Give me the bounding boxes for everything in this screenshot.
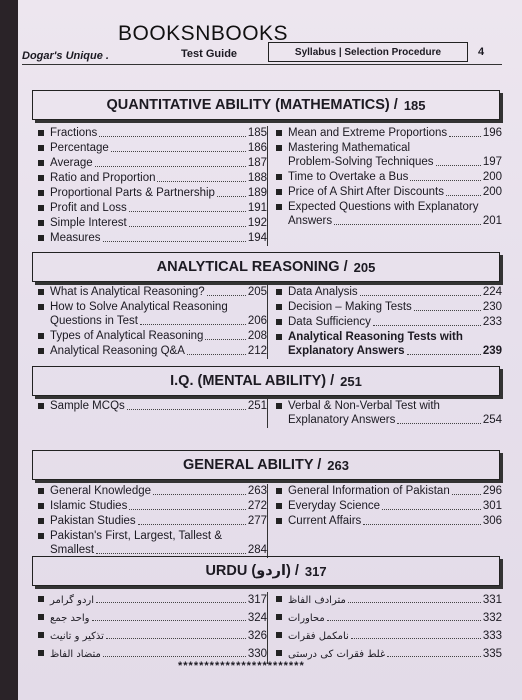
dot-leader	[92, 610, 246, 621]
entry-page: 335	[482, 648, 502, 660]
entry-page: 208	[247, 330, 267, 342]
entry-page: 239	[482, 345, 502, 357]
entry-page: 263	[247, 485, 267, 497]
entry-label: Mean and Extreme Proportions	[288, 127, 448, 139]
section-title: I.Q. (MENTAL ABILITY) /	[170, 373, 335, 389]
entry-page: 189	[247, 187, 267, 199]
bullet-icon	[38, 304, 44, 310]
dot-leader	[111, 141, 246, 152]
bullet-icon	[38, 130, 44, 136]
dot-leader	[436, 155, 481, 166]
entry-label: تذکیر و تانیث	[50, 631, 104, 642]
entry-label: واحد جمع	[50, 613, 90, 624]
entry-label: Analytical Reasoning Tests with	[288, 331, 463, 343]
bullet-icon	[276, 488, 282, 494]
bullet-icon	[276, 289, 282, 295]
section-entries	[32, 126, 502, 246]
entry-page: 331	[482, 594, 502, 606]
bullet-icon	[38, 614, 44, 620]
bullet-icon	[38, 175, 44, 181]
entry-label: Data Sufficiency	[288, 316, 371, 328]
entry-page: 187	[247, 157, 267, 169]
bullet-icon	[38, 348, 44, 354]
dot-leader	[397, 413, 480, 424]
page-number: 4	[478, 46, 485, 58]
entry-label: Expected Questions with Explanatory	[288, 201, 479, 213]
toc-entry	[276, 170, 502, 184]
bullet-icon	[276, 334, 282, 340]
toc-entry	[276, 484, 502, 498]
dot-leader	[129, 201, 246, 212]
entries-column-left	[32, 484, 267, 558]
document-page	[18, 0, 522, 700]
section-entries	[32, 399, 502, 428]
toc-entry	[276, 141, 502, 169]
dot-leader	[217, 186, 246, 197]
bullet-icon	[38, 518, 44, 524]
entry-page: 330	[247, 648, 267, 660]
toc-entry	[38, 592, 267, 609]
dot-leader	[446, 185, 481, 196]
dot-leader	[363, 514, 481, 525]
dot-leader	[129, 499, 245, 510]
entry-label: اردو گرامر	[50, 595, 94, 606]
section-banner	[32, 90, 500, 120]
section-page: 263	[327, 457, 349, 473]
bullet-icon	[276, 145, 282, 151]
toc-entry	[276, 592, 502, 609]
toc-entry	[38, 186, 267, 200]
entry-page: 272	[247, 500, 267, 512]
entry-label: Percentage	[50, 142, 109, 154]
dot-leader	[360, 285, 481, 296]
dot-leader	[99, 126, 246, 137]
bullet-icon	[276, 403, 282, 409]
entry-label-continued: Questions in Test	[50, 315, 139, 327]
entries-column-right	[267, 484, 502, 558]
entry-label: How to Solve Analytical Reasoning	[50, 301, 228, 313]
dot-leader	[187, 344, 246, 355]
bullet-icon	[38, 632, 44, 638]
section-title: QUANTITATIVE ABILITY (MATHEMATICS) /	[106, 97, 398, 113]
header-rule	[22, 64, 502, 65]
bullet-icon	[276, 518, 282, 524]
section-page: 317	[304, 563, 327, 579]
entries-column-left	[32, 399, 267, 428]
toc-entry	[276, 499, 502, 513]
bullet-icon	[276, 204, 282, 210]
section-title: URDU (اردو) /	[205, 563, 299, 579]
toc-entry	[38, 141, 267, 155]
entry-page: 317	[247, 594, 267, 606]
entry-label-continued: Smallest	[50, 544, 95, 556]
entry-label: Pakistan's First, Largest, Tallest &	[50, 530, 222, 542]
dot-leader	[351, 628, 481, 639]
entry-page: 196	[482, 127, 502, 139]
toc-entry	[276, 646, 502, 663]
section-title: ANALYTICAL REASONING /	[156, 259, 348, 275]
entry-label-continued: Answers	[288, 215, 333, 227]
bullet-icon	[276, 189, 282, 195]
entry-page: 306	[482, 515, 502, 527]
dot-leader	[414, 300, 481, 311]
section-page: 185	[403, 97, 426, 113]
bullet-icon	[38, 488, 44, 494]
section-box: Syllabus | Selection Procedure	[268, 42, 468, 62]
bullet-icon	[38, 289, 44, 295]
book-title: Dogar's Unique .	[22, 50, 109, 62]
dot-leader	[407, 344, 481, 355]
entry-page: 191	[247, 202, 267, 214]
bullet-icon	[276, 304, 282, 310]
entry-label: What is Analytical Reasoning?	[50, 286, 205, 298]
entries-column-right	[267, 285, 502, 359]
bullet-icon	[38, 145, 44, 151]
bullet-icon	[276, 650, 282, 656]
entry-page: 296	[482, 485, 502, 497]
entries-column-left	[32, 285, 267, 359]
section-banner	[32, 556, 500, 586]
entry-page: 201	[482, 215, 502, 227]
section-banner	[32, 450, 500, 480]
entry-page: 212	[247, 345, 267, 357]
bullet-icon	[276, 174, 282, 180]
bullet-icon	[38, 596, 44, 602]
bullet-icon	[38, 650, 44, 656]
dot-leader	[153, 484, 246, 495]
entry-label: غلط فقرات کی درستی	[288, 649, 386, 660]
entry-page: 324	[247, 612, 267, 624]
section-page: 251	[340, 373, 362, 389]
toc-entry	[38, 529, 267, 557]
dot-leader	[449, 126, 481, 137]
entry-page: 251	[247, 400, 267, 412]
entry-label: Pakistan Studies	[50, 515, 136, 527]
entry-label: متضاد الفاظ	[50, 649, 101, 660]
entry-label-continued: Problem-Solving Techniques	[288, 156, 434, 168]
toc-entry	[38, 610, 267, 627]
bullet-icon	[276, 130, 282, 136]
dot-leader	[157, 171, 245, 182]
toc-entry	[276, 399, 502, 427]
brand-watermark: BOOKSNBOOKS	[118, 22, 289, 45]
dot-leader	[127, 399, 246, 410]
entry-page: 206	[247, 315, 267, 327]
toc-entry	[38, 344, 267, 358]
dot-leader	[129, 216, 246, 227]
dot-leader	[95, 156, 246, 167]
entry-label: Mastering Mathematical	[288, 142, 411, 154]
dot-leader	[138, 514, 246, 525]
entry-page: 224	[482, 286, 502, 298]
entry-page: 200	[482, 171, 502, 183]
entry-label: General Information of Pakistan	[288, 485, 450, 497]
book-subtitle: Test Guide	[181, 48, 238, 60]
toc-entry	[276, 628, 502, 645]
section-page: 205	[353, 259, 376, 275]
entry-page: 192	[247, 217, 267, 229]
entry-label: Simple Interest	[50, 217, 127, 229]
entry-page: 200	[482, 186, 502, 198]
entry-label: Current Affairs	[288, 515, 362, 527]
entries-column-left	[32, 126, 267, 246]
toc-entry	[38, 126, 267, 140]
dot-leader	[382, 499, 481, 510]
entry-label: Islamic Studies	[50, 500, 128, 512]
entry-label: Everyday Science	[288, 500, 381, 512]
toc-entry	[38, 399, 267, 413]
entries-column-right	[267, 126, 502, 246]
entry-label: Price of A Shirt After Discounts	[288, 186, 444, 198]
dot-leader	[348, 592, 481, 603]
dot-leader	[387, 646, 481, 657]
entry-label: Data Analysis	[288, 286, 358, 298]
toc-entry	[38, 156, 267, 170]
section-banner	[32, 366, 500, 396]
entry-label: مترادف الفاظ	[288, 595, 346, 606]
entries-column-left	[32, 592, 267, 664]
toc-entry	[276, 126, 502, 140]
bullet-icon	[38, 190, 44, 196]
bullet-icon	[276, 632, 282, 638]
toc-entry	[276, 285, 502, 299]
entry-page: 188	[247, 172, 267, 184]
entry-label: Verbal & Non-Verbal Test with	[288, 400, 440, 412]
entry-page: 186	[247, 142, 267, 154]
dot-leader	[103, 231, 246, 242]
toc-entry	[38, 329, 267, 343]
toc-entry	[38, 484, 267, 498]
toc-entry	[276, 200, 502, 228]
entry-label: Measures	[50, 232, 101, 244]
dot-leader	[334, 214, 481, 225]
dot-leader	[373, 315, 481, 326]
entry-label-continued: Explanatory Answers	[288, 345, 405, 357]
section-title: GENERAL ABILITY /	[182, 457, 322, 473]
section-entries	[32, 484, 502, 558]
bullet-icon	[276, 319, 282, 325]
dot-leader	[96, 543, 246, 554]
entry-label: Fractions	[50, 127, 98, 139]
entry-page: 277	[247, 515, 267, 527]
bullet-icon	[38, 333, 44, 339]
bullet-icon	[276, 596, 282, 602]
toc-entry	[38, 300, 267, 328]
dot-leader	[410, 170, 480, 181]
toc-entry	[276, 300, 502, 314]
entry-label: Sample MCQs	[50, 400, 125, 412]
entry-label: Analytical Reasoning Q&A	[50, 345, 185, 357]
entry-label: Ratio and Proportion	[50, 172, 156, 184]
dot-leader	[106, 628, 246, 639]
entry-page: 233	[482, 316, 502, 328]
dot-leader	[96, 592, 246, 603]
bullet-icon	[38, 235, 44, 241]
entry-page: 194	[247, 232, 267, 244]
entry-page: 230	[482, 301, 502, 313]
toc-entry	[276, 514, 502, 528]
toc-entry	[276, 315, 502, 329]
entry-label: Types of Analytical Reasoning	[50, 330, 204, 342]
toc-entry	[38, 171, 267, 185]
toc-entry	[38, 628, 267, 645]
entry-page: 301	[482, 500, 502, 512]
bullet-icon	[38, 220, 44, 226]
toc-entry	[276, 610, 502, 627]
bullet-icon	[38, 503, 44, 509]
toc-entry	[38, 285, 267, 299]
dot-leader	[207, 285, 246, 296]
entries-column-right	[267, 592, 502, 664]
bullet-icon	[38, 403, 44, 409]
dot-leader	[327, 610, 481, 621]
section-entries	[32, 285, 502, 359]
entry-page: 333	[482, 630, 502, 642]
toc-entry	[276, 185, 502, 199]
toc-entry	[38, 201, 267, 215]
entry-page: 205	[247, 286, 267, 298]
bullet-icon	[38, 160, 44, 166]
bullet-icon	[276, 614, 282, 620]
entry-page: 197	[482, 156, 502, 168]
entry-label: Average	[50, 157, 93, 169]
entry-page: 284	[247, 544, 267, 556]
entry-label: Proportional Parts & Partnership	[50, 187, 215, 199]
dot-leader	[140, 314, 246, 325]
toc-entry	[38, 216, 267, 230]
bullet-icon	[38, 533, 44, 539]
footer-stars: ************************	[178, 660, 305, 672]
entry-label: Decision – Making Tests	[288, 301, 412, 313]
entry-label: محاورات	[288, 613, 325, 624]
bullet-icon	[38, 205, 44, 211]
entry-label: نامکمل فقرات	[288, 631, 349, 642]
toc-entry	[38, 514, 267, 528]
dot-leader	[205, 329, 245, 340]
toc-entry	[38, 499, 267, 513]
entry-page: 254	[482, 414, 502, 426]
entry-label-continued: Explanatory Answers	[288, 414, 396, 426]
toc-entry	[276, 330, 502, 358]
dot-leader	[452, 484, 481, 495]
entries-column-right	[267, 399, 502, 428]
toc-entry	[38, 231, 267, 245]
entry-label: General Knowledge	[50, 485, 152, 497]
entry-page: 326	[247, 630, 267, 642]
entry-page: 185	[247, 127, 267, 139]
section-banner	[32, 252, 500, 282]
entry-label: Time to Overtake a Bus	[288, 171, 409, 183]
bullet-icon	[276, 503, 282, 509]
dot-leader	[103, 646, 246, 657]
entry-page: 332	[482, 612, 502, 624]
entry-label: Profit and Loss	[50, 202, 127, 214]
section-entries	[32, 592, 502, 664]
